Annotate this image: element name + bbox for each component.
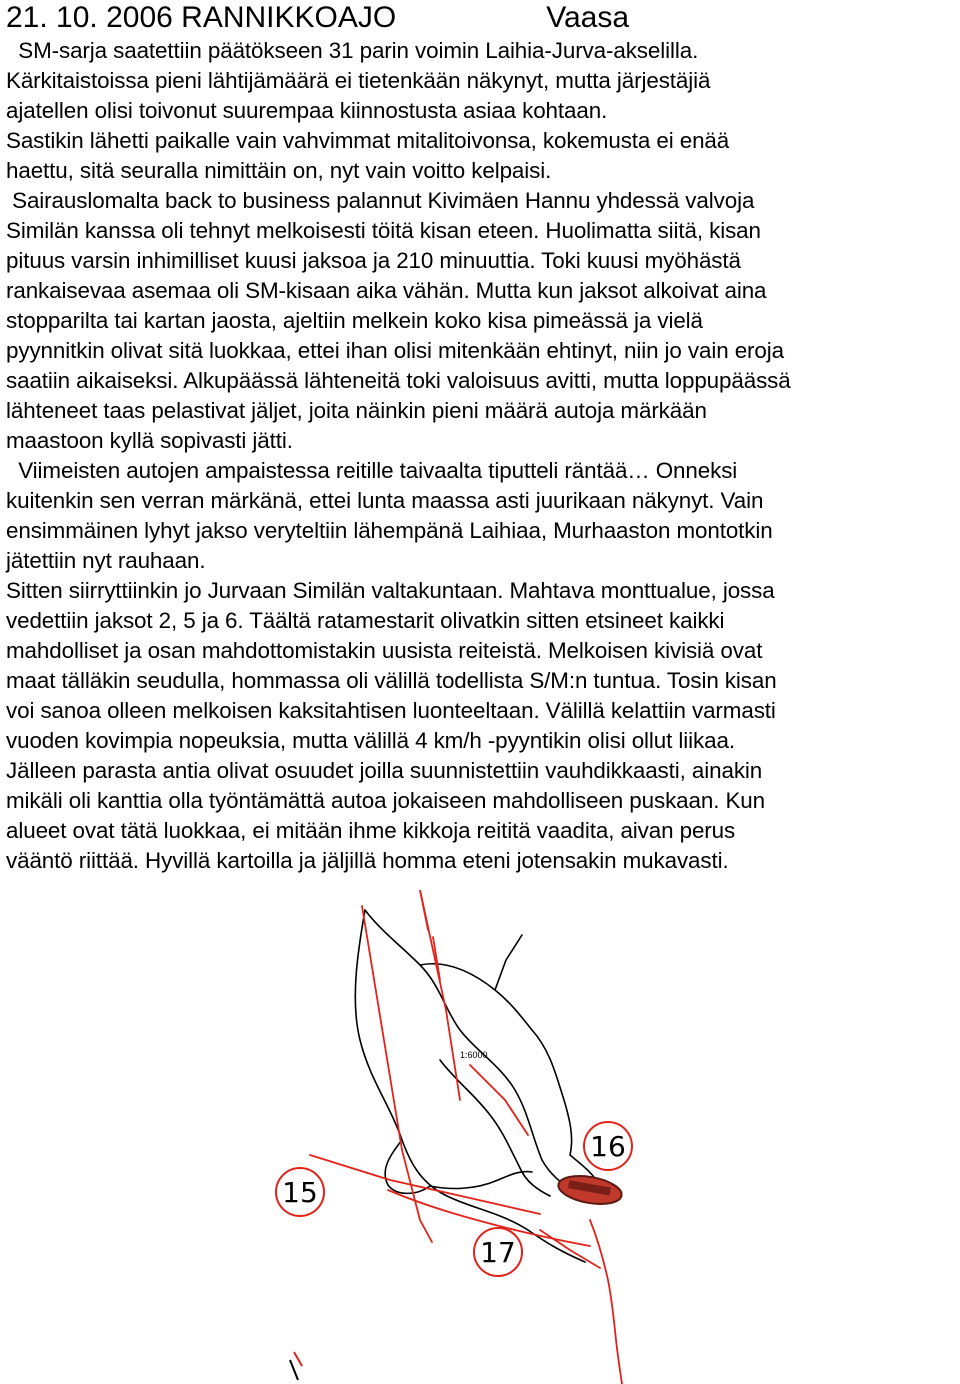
text-line: saatiin aikaiseksi. Alkupäässä lähteneitä toki valoisuus avitti, mutta loppupäässä bbox=[6, 368, 791, 393]
text-line: maat tälläkin seudulla, hommassa oli välillä todellista S/M:n tuntua. Tosin kisan bbox=[6, 668, 777, 693]
control-marker-17 bbox=[474, 1228, 522, 1276]
rally-route-map bbox=[270, 890, 660, 1384]
control-marker-label: 16 bbox=[590, 1130, 626, 1163]
text-line: SM-sarja saatettiin päätökseen 31 parin voimin Laihia-Jurva-akselilla. bbox=[6, 38, 699, 63]
text-line: Sitten siirryttiinkin jo Jurvaan Similän valtakuntaan. Mahtava monttualue, jossa bbox=[6, 578, 775, 603]
control-marker-label: 17 bbox=[480, 1236, 516, 1269]
event-date-title: 21. 10. 2006 RANNIKKOAJO bbox=[6, 1, 397, 34]
car-icon bbox=[556, 1172, 624, 1209]
map-scale-label: 1:6000 bbox=[460, 1050, 488, 1060]
text-line: lähteneet taas pelastivat jäljet, joita näinkin pieni määrä autoja märkään bbox=[6, 398, 707, 423]
text-line: Sastikin lähetti paikalle vain vahvimmat mitalitoivonsa, kokemusta ei enää bbox=[6, 128, 730, 153]
control-marker-16 bbox=[584, 1122, 632, 1170]
text-line: mikäli oli kanttia olla työntämättä autoa jokaiseen mahdolliseen puskaan. Kun bbox=[6, 788, 766, 813]
text-line: pituus varsin inhimilliset kuusi jaksoa ja 210 minuuttia. Toki kuusi myöhästä bbox=[6, 248, 741, 273]
text-line: ensimmäinen lyhyt jakso veryteltiin lähempänä Laihiaa, Murhaaston montotkin bbox=[6, 518, 773, 543]
map-stray-mark bbox=[290, 1360, 298, 1380]
text-line: ajatellen olisi toivonut suurempaa kiinnostusta asiaa kohtaan. bbox=[6, 98, 608, 123]
text-line: alueet ovat tätä luokkaa, ei mitään ihme kikkoja reititä vaadita, aivan perus bbox=[6, 818, 736, 843]
article-body bbox=[6, 36, 960, 876]
text-line: vääntö riittää. Hyvillä kartoilla ja jäljillä homma eteni jotensakin mukavasti. bbox=[6, 848, 729, 873]
text-line: vedettiin jaksot 2, 5 ja 6. Täältä ratamestarit olivatkin sitten etsineet kaikki bbox=[6, 608, 725, 633]
control-marker-15 bbox=[276, 1168, 324, 1216]
text-line: vuoden kovimpia nopeuksia, mutta välillä 4 km/h -pyyntikin olisi ollut liikaa. bbox=[6, 728, 735, 753]
text-line: rankaisevaa asemaa oli SM-kisaan aika vähän. Mutta kun jaksot alkoivat aina bbox=[6, 278, 767, 303]
text-line: pyynnitkin olivat sitä luokkaa, ettei ihan olisi mitenkään ehtinyt, niin jo vain eroja bbox=[6, 338, 784, 363]
text-line: kuitenkin sen verran märkänä, ettei lunta maassa asti juurikaan näkynyt. Vain bbox=[6, 488, 764, 513]
text-line: mahdolliset ja osan mahdottomistakin uusista reiteistä. Melkoisen kivisiä ovat bbox=[6, 638, 763, 663]
text-line: Similän kanssa oli tehnyt melkoisesti töitä kisan eteen. Huolimatta siitä, kisan bbox=[6, 218, 761, 243]
text-line: jätettiin nyt rauhaan. bbox=[6, 548, 206, 573]
control-marker-label: 15 bbox=[282, 1176, 318, 1209]
text-line: stopparilta tai kartan jaosta, ajeltiin melkein koko kisa pimeässä ja vielä bbox=[6, 308, 703, 333]
text-line: Sairauslomalta back to business palannut Kivimäen Hannu yhdessä valvoja bbox=[6, 188, 755, 213]
text-line: haettu, sitä seuralla nimittäin on, nyt vain voitto kelpaisi. bbox=[6, 158, 552, 183]
text-line: Kärkitaistoissa pieni lähtijämäärä ei tietenkään näkynyt, mutta järjestäjiä bbox=[6, 68, 711, 93]
text-line: Jälleen parasta antia olivat osuudet joilla suunnistettiin vauhdikkaasti, ainakin bbox=[6, 758, 763, 783]
article-heading bbox=[6, 0, 629, 36]
text-line: maastoon kyllä sopivasti jätti. bbox=[6, 428, 293, 453]
event-location: Vaasa bbox=[546, 1, 630, 34]
map-stray-mark bbox=[294, 1352, 302, 1366]
text-line: Viimeisten autojen ampaistessa reitille taivaalta tiputteli räntää… Onneksi bbox=[6, 458, 738, 483]
text-line: voi sanoa olleen melkoisen kaksitahtisen luonteeltaan. Välillä kelattiin varmasti bbox=[6, 698, 776, 723]
